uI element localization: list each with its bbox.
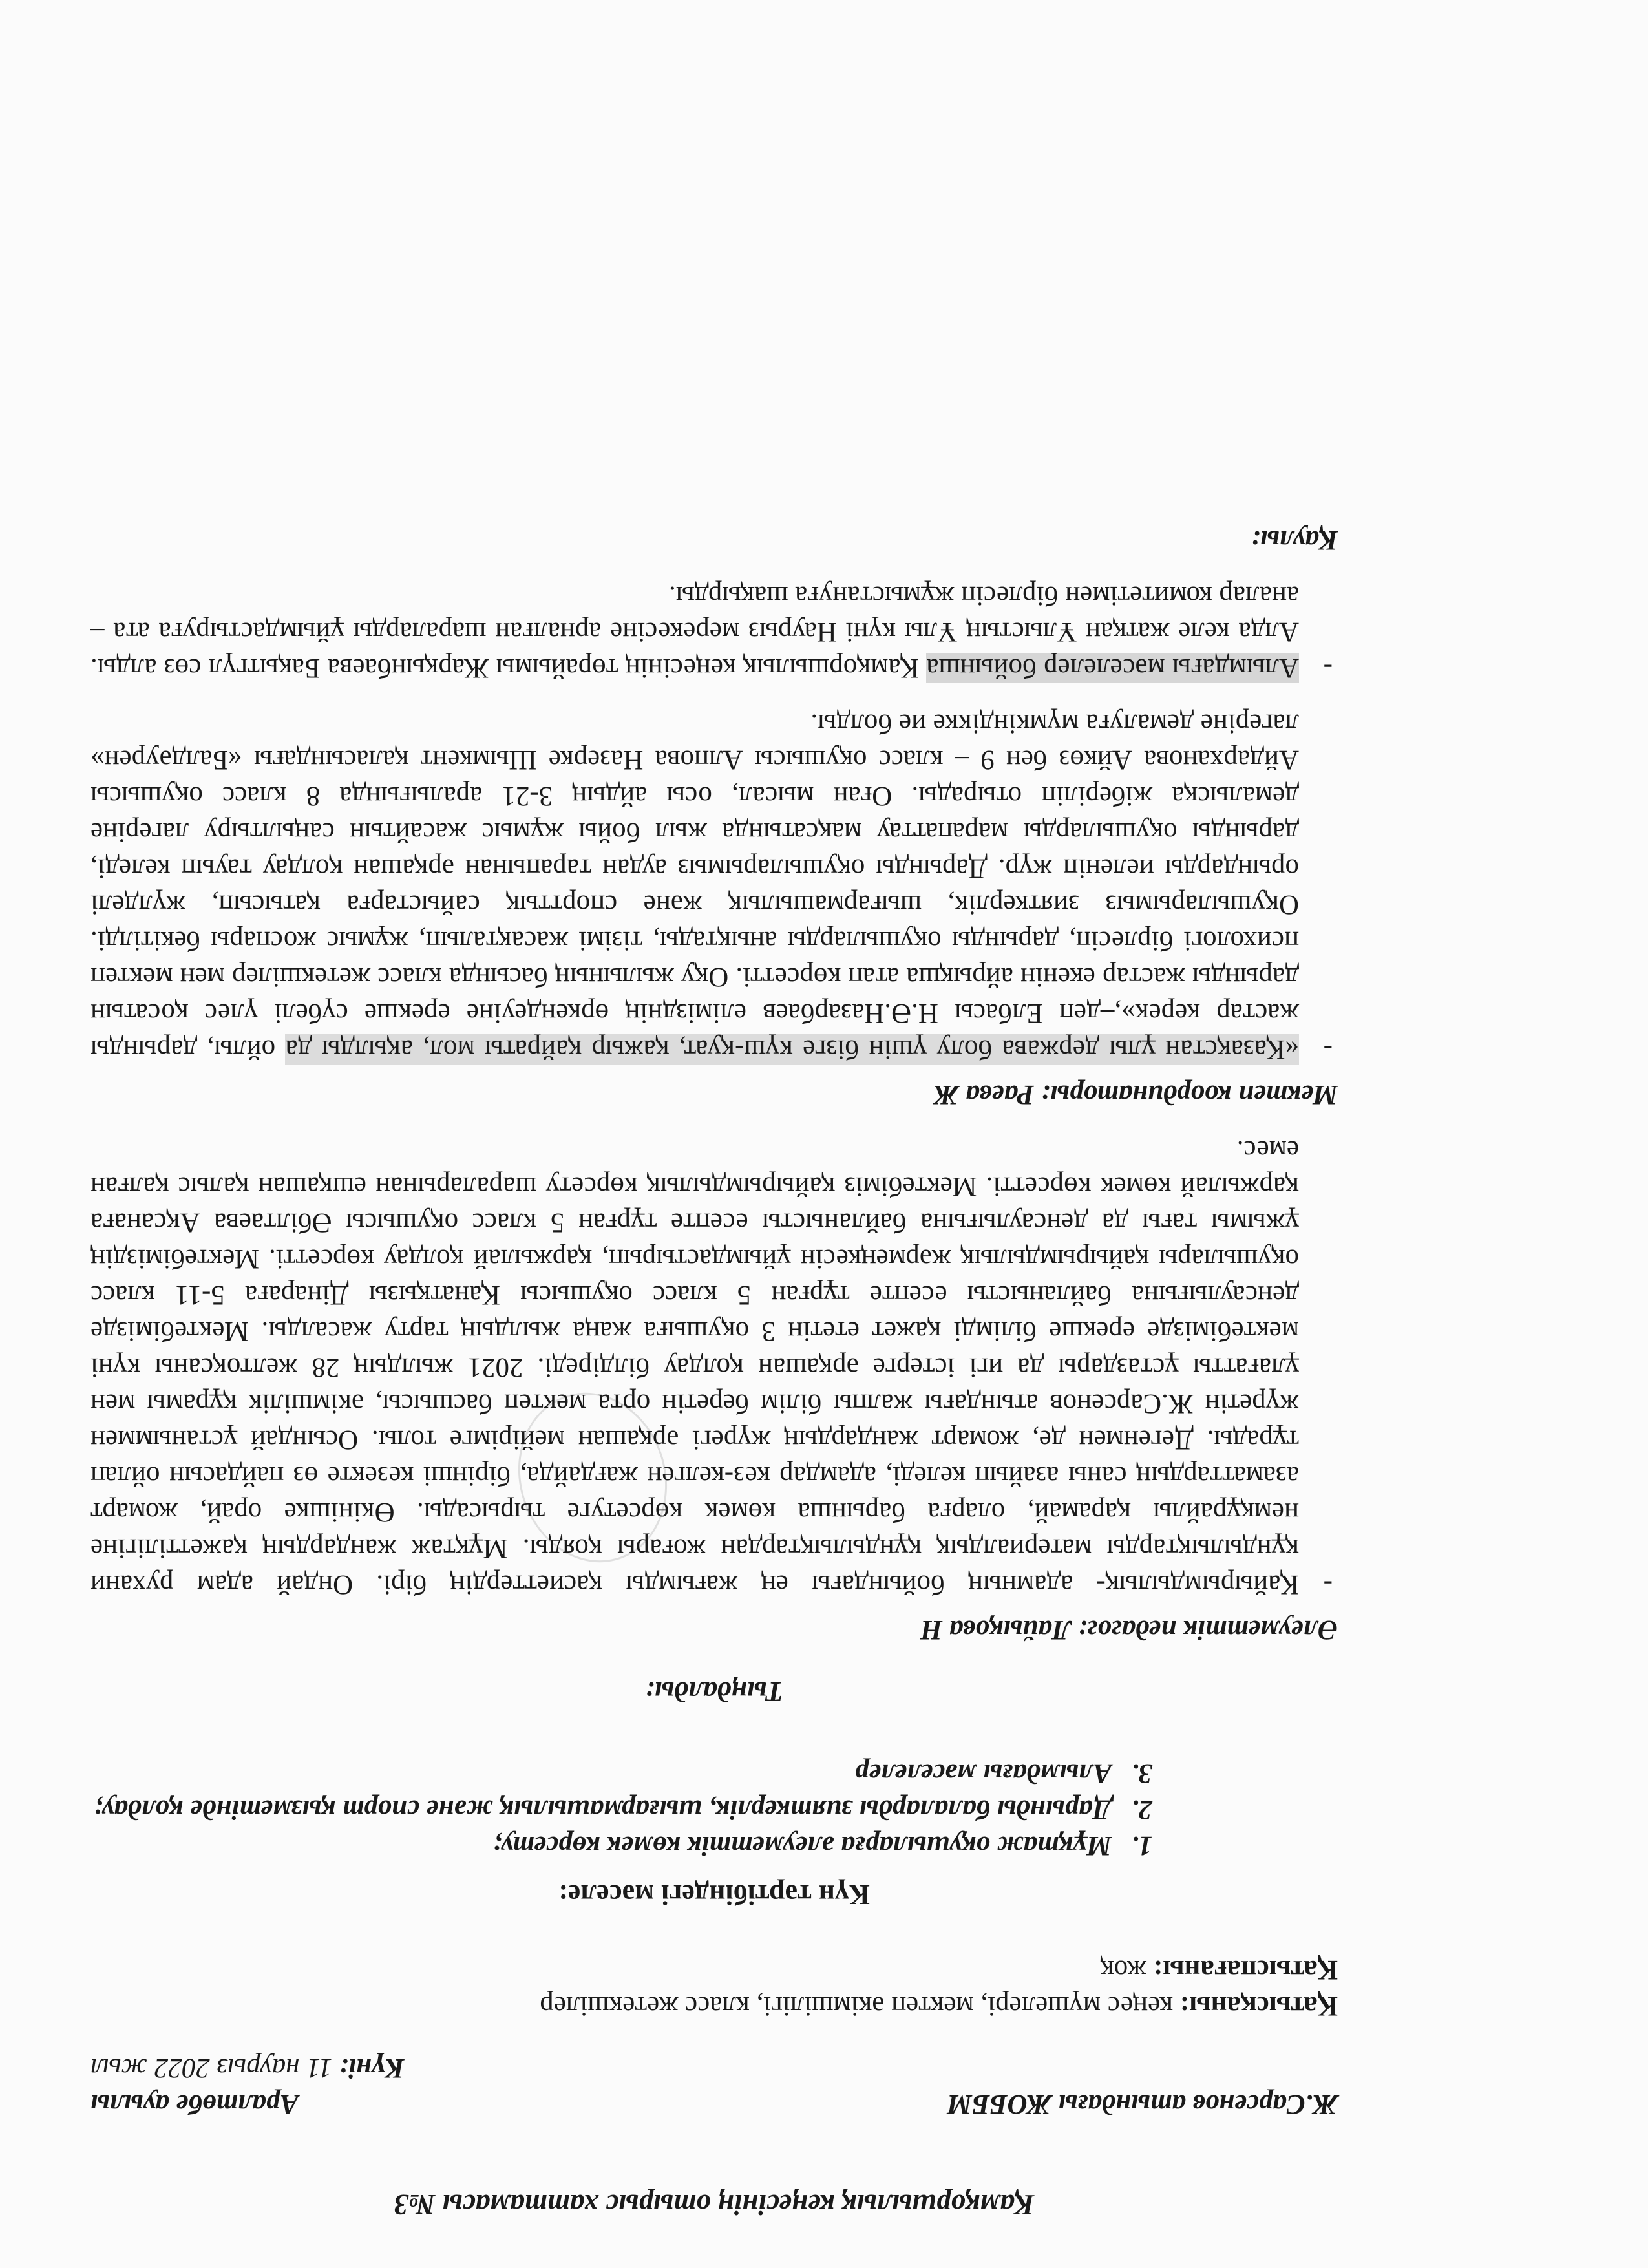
heard-title: Тыңдалды:	[645, 1676, 783, 1708]
speaker-coordinator: Мектеп координаторы: Раева Ж	[933, 1079, 1338, 1110]
bullet-dash: -	[1323, 1034, 1333, 1065]
document-title: Қамқоршылық кеңесінің отырыс хаттамасы №3	[394, 2189, 1035, 2221]
bullet-dash: -	[1323, 1569, 1333, 1600]
bullet-dash: -	[1323, 653, 1333, 683]
attended-value: кеңес мүшелері, мектеп әкімшілігі, класс жетекшілер	[540, 1991, 1173, 2021]
attended-label: Қатысқаны:	[1179, 1991, 1338, 2021]
agenda-title: Күн тәртібіндегі мәселе:	[558, 1879, 870, 1911]
place-and-date	[90, 2050, 405, 2122]
highlighted-phrase: Алымдағы мәселелер бойынша	[926, 653, 1299, 683]
document-body	[90, 513, 1338, 2223]
paragraph-other-matters	[90, 577, 1338, 686]
date-value: 11 наурыз 2022 жыл	[90, 2053, 333, 2083]
decision-label: Қаулы:	[1251, 525, 1338, 555]
agenda-list	[90, 1755, 1338, 1863]
absent-label: Қатыспағаны:	[1153, 1955, 1338, 1985]
speaker-social-pedagogue: Әлеуметтік педагог: Лайықова Н	[920, 1615, 1338, 1645]
attended-line	[90, 1987, 1338, 2024]
agenda-item: 3. Алымдағы мәселелер	[90, 1755, 1125, 1791]
paragraph-charity-text: Қайырымдылық- адамның бойындағы ең жағымды қасиеттердің бірі. Ондай адам рухани құндылықтарды материалдық құндылықтардан жоғары қояды. Мұқтаж жандардың қажеттілігіне немқұрайлы қарамай, оларға барынша көмек көрсетуге тырысады. Өкінішке орай, жомарт азаматтардың саны азайып келеді, адамдар кез-келген жағдайда, бірінші кезекте өз пайдасын ойлап тұрады. Дегенмен де, жомарт жандардың жүрегі әрқашан мейірімге толы. Осындай ұстаныммен жүретін Ж.Сарсенов атындағы жалпы білім беретін орта мектеп басшысы, әкімшілік құрамы мен ұлағатты ұстаздары да игі істерге әрқашан қолдау білдіреді. 2021 жылдың 28 желтоқсаны күні мектебімізде ерекше білімді қажет ететін 3 оқушыға жаңа жылдың тарту жасалды. Мектебімізде денсаулығына байланысты есепте тұрған 5 класс оқушысы Қанатқызы Дінараға 5-11 класс оқушылары қайырымдылық жәрмеңкесін ұйымдастырып, қаржылай қолдау көрсетті. Мектебіміздің ұжымы тағы да денсаулығына байланысты есепте тұрған 5 класс оқушысы Әбілтаева Ақсанаға қаржылай көмек көрсетті. Мектебіміз қайырымдылық көрсету шараларынан ешқашан қалыс қалған емес.	[90, 1135, 1299, 1600]
header-row	[90, 2050, 1338, 2122]
absent-value: жоқ	[1100, 1955, 1146, 1985]
date-line	[90, 2050, 405, 2086]
school-name: Ж.Сарсенов атындағы ЖОББМ	[947, 2089, 1338, 2119]
paragraph-gifted-students	[90, 705, 1338, 1067]
paragraph-charity	[90, 1132, 1338, 1602]
agenda-item: 2. Дарынды балаларды зияткерлік, шығармашылық және спорт қызметінде қолдау;	[90, 1791, 1125, 1827]
attendance-block	[90, 1951, 1338, 2024]
village-name: Аралтөбе ауылы	[90, 2089, 299, 2119]
paragraph-gifted-text: ойлы, дарынды жастар керек»,–деп Елбасы Н.Ә.Назарбаев елімізднің өркендеуіне ерекше сүбелі үлес қосатын дарынды жастар екенін айрықша атап көрсетті. Оқу жылының басында класс жетекшілер мен мектеп психологі бірлесіп, дарынды оқушыларды анықтады, тізімі жасақталып, жұмыс жоспары бекітілді. Оқушыларымыз зияткерлік, шығармашылық және спорттық сайыстарға қатысып, жүлделі орындарды иеленіп жүр. Дарынды оқушыларымыз аудан тарапынан әрқашан қолдау тауып келеді, дарынды оқушыларды марапаттау мақсатында жыл бойы жұмыс жасайтын саңылтыру лагеріне демалысқа жіберіліп отырады. Оған мысал, осы айдың 3-21 аралығында 8 класс оқушысы Айдарханова Айкөз бен 9 – класс оқушысы Алпова Назерке Шымкент қаласындағы «Балдәурен» лагеріне демалуға мүмкіндікке ие болды.	[90, 708, 1299, 1065]
agenda-item: 1. Мұқтаж оқушыларға әлеуметтік көмек көрсету;	[90, 1827, 1125, 1863]
date-label: Күні:	[339, 2053, 405, 2083]
absent-line	[90, 1951, 1338, 1987]
paragraph-other-text: Қамқоршылық кеңесінің төрайымы Жарқынбаева Бақытгүл сөз алды. Алда келе жатқан Ұлыстың Ұлы күні Наурыз мерекесіне арналған шараларды ұйымдастыруға ата – аналар комитетімен бірлесіп жұмыстануға шақырды.	[90, 580, 1299, 683]
highlighted-quote: «Қазақстан ұлы держава болу үшін бізге күш-қуат, қажыр қайраты мол, ақылды да	[285, 1034, 1299, 1065]
